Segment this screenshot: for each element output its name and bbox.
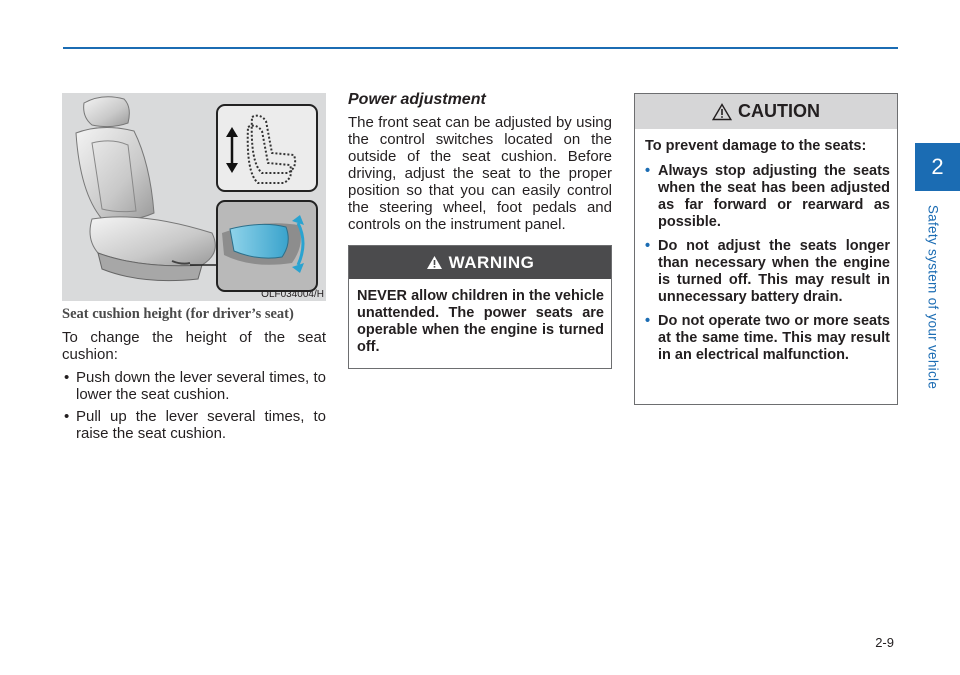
caution-intro: To prevent damage to the seats: <box>645 138 867 154</box>
list-item: • Do not adjust the seats longer than necessary when the engine is turned off. This may result in unnecessary battery drain. <box>645 238 890 305</box>
power-adjustment-heading: Power adjustment <box>348 91 486 108</box>
warning-header <box>349 246 611 279</box>
caution-header <box>635 94 897 129</box>
list-item: • Do not operate two or more seats at the same time. This may result in an electrical malfunction. <box>645 313 890 363</box>
bullet-icon: • <box>64 408 70 425</box>
seat-illustration <box>62 93 326 301</box>
warning-text: NEVER allow children in the vehicle unattended. The power seats are operable when the engine is turned off. <box>357 288 604 355</box>
bullet-icon: • <box>64 369 70 386</box>
seat-height-heading: Seat cushion height (for driver’s seat) <box>62 306 294 322</box>
chapter-label <box>921 198 945 396</box>
list-item: • Always stop adjusting the seats when the seat has been adjusted as far forward or rearward as possible. <box>645 163 890 230</box>
top-rule <box>63 47 898 49</box>
figure-code: OLF034004/H <box>261 289 324 300</box>
seat-drawing <box>62 93 326 301</box>
warning-box <box>348 245 612 369</box>
chapter-tab: 2 <box>915 143 960 191</box>
power-adjustment-text: The front seat can be adjusted by using the control switches located on the outside of the seat cushion. Before driving, adjust the seat to the proper position so that you can easily control the steering wheel, foot pedals and controls on the instrument panel. <box>348 114 612 233</box>
caution-box <box>634 93 898 405</box>
caution-triangle-icon <box>712 103 732 121</box>
seat-height-intro: To change the height of the seat cushion: <box>62 329 326 363</box>
list-item: • Pull up the lever several times, to raise the seat cushion. <box>64 408 326 442</box>
chapter-label-text: Safety system of your vehicle <box>925 204 941 390</box>
list-item: • Push down the lever several times, to lower the seat cushion. <box>64 369 326 403</box>
bullet-icon: • <box>645 238 651 254</box>
bullet-icon: • <box>645 163 651 179</box>
caution-content <box>635 129 897 364</box>
bullet-icon: • <box>645 313 651 329</box>
caution-list <box>645 163 890 364</box>
warning-heading: WARNING <box>448 252 535 272</box>
seat-height-section <box>62 329 326 447</box>
warning-triangle-icon <box>426 255 443 270</box>
page-number: 2-9 <box>875 635 894 650</box>
seat-height-list <box>62 369 326 442</box>
caution-heading: CAUTION <box>738 101 820 121</box>
